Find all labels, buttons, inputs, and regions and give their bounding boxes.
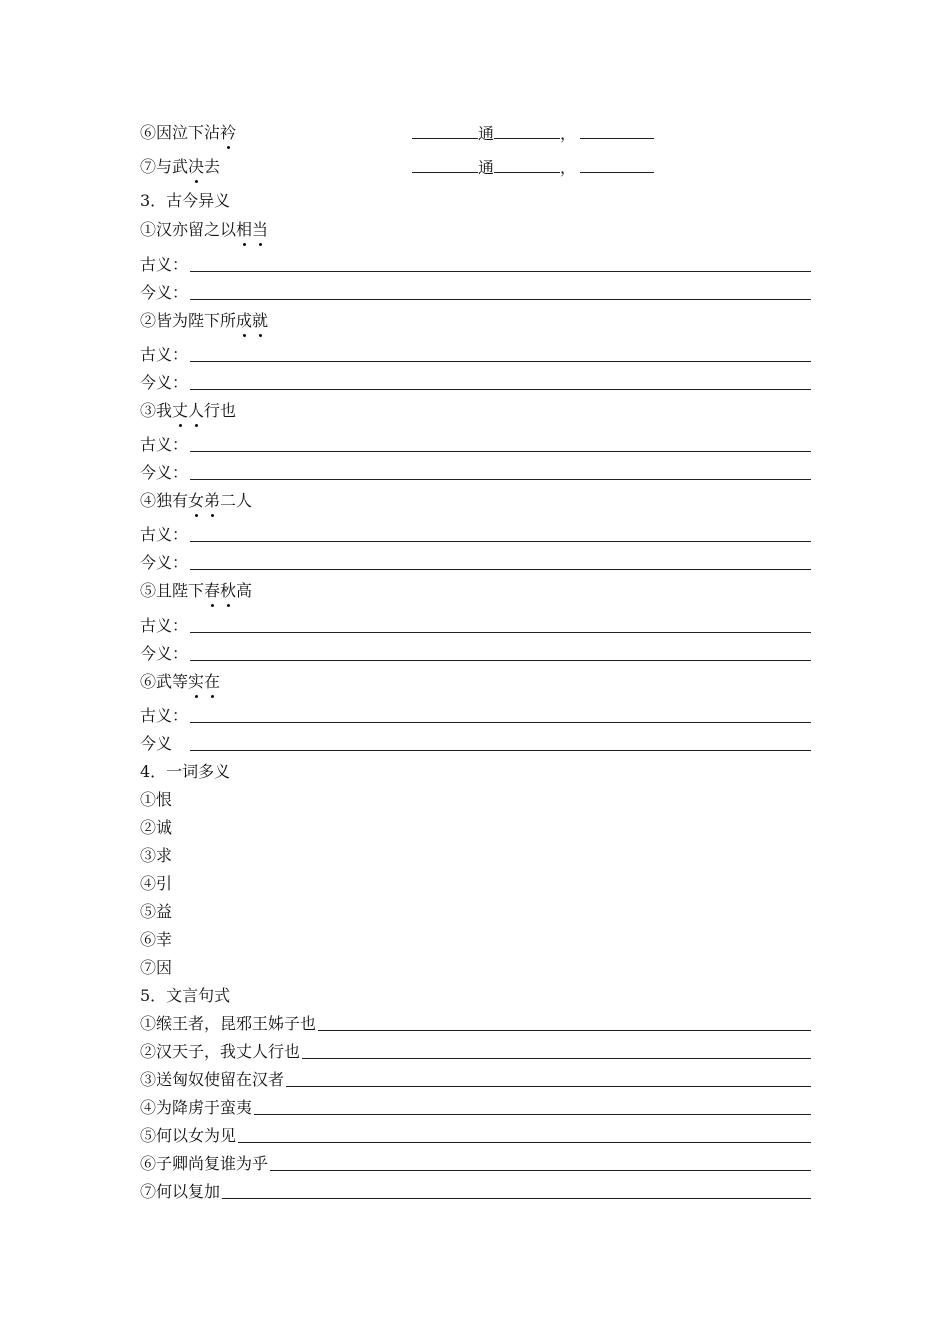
answer-blank[interactable]	[580, 123, 654, 139]
dotted-word	[204, 581, 236, 600]
answer-line[interactable]	[190, 632, 811, 633]
dotted-char: 当	[252, 220, 269, 239]
duoyi-item: ⑦因	[140, 958, 173, 977]
wenyan-item: ①缑王者，昆邪王姊子也	[140, 1014, 811, 1034]
dotted-char: 女	[188, 491, 205, 510]
duoyi-item: ②诚	[140, 818, 173, 837]
gujin-item-5: ⑤且陛下春秋高	[140, 581, 253, 600]
answer-line[interactable]	[190, 479, 811, 480]
jin-meaning-row-1: 今义：	[140, 283, 811, 303]
dotted-word	[236, 220, 268, 239]
answer-line[interactable]	[190, 750, 811, 751]
tongjia-item-7: ⑦与武决去	[140, 157, 221, 176]
dotted-word	[188, 672, 220, 691]
gu-meaning-row-4: 古义：	[140, 525, 811, 545]
dotted-word	[236, 311, 268, 330]
gu-meaning-row-5: 古义：	[140, 616, 811, 636]
gu-meaning-row-2: 古义：	[140, 345, 811, 365]
dotted-word	[188, 491, 220, 510]
answer-blank[interactable]	[494, 123, 560, 139]
answer-line[interactable]	[190, 451, 811, 452]
wenyan-item: ⑥子卿尚复谁为乎	[140, 1154, 811, 1174]
answer-blank[interactable]	[412, 157, 478, 173]
jin-meaning-row-6: 今义	[140, 734, 811, 754]
answer-line[interactable]	[190, 722, 811, 723]
tongjia-item-6	[140, 123, 236, 143]
section-heading-yiciduoyi: 4．一词多义	[140, 762, 231, 781]
gu-meaning-row-6: 古义：	[140, 706, 811, 726]
gujin-item-3: ③我丈人行也	[140, 401, 237, 420]
jin-meaning-row-3: 今义：	[140, 463, 811, 483]
answer-line[interactable]	[190, 569, 811, 570]
dotted-char: 就	[252, 311, 269, 330]
tong-label: 通	[478, 158, 495, 177]
answer-line[interactable]	[302, 1058, 811, 1059]
dotted-char: 人	[188, 401, 205, 420]
wenyan-item: ⑦何以复加	[140, 1182, 811, 1202]
answer-line[interactable]	[190, 361, 811, 362]
answer-line[interactable]	[318, 1030, 811, 1031]
dotted-char: 春	[204, 581, 221, 600]
answer-line[interactable]	[254, 1114, 811, 1115]
dotted-char: 相	[236, 220, 253, 239]
tongjia-answer-7: 通 ，	[412, 157, 654, 177]
dotted-word	[172, 401, 204, 420]
gujin-item-2: ②皆为陛下所成就	[140, 311, 269, 330]
duoyi-item: ①恨	[140, 790, 173, 809]
answer-line[interactable]	[190, 660, 811, 661]
gujin-item-1: ①汉亦留之以相当	[140, 220, 269, 239]
jin-meaning-row-5: 今义：	[140, 644, 811, 664]
gu-meaning-row-1: 古义：	[140, 255, 811, 275]
gu-meaning-row-3: 古义：	[140, 435, 811, 455]
dotted-char: 成	[236, 311, 253, 330]
tong-label: 通	[478, 124, 495, 143]
duoyi-item: ⑤益	[140, 902, 173, 921]
duoyi-item: ③求	[140, 846, 173, 865]
gujin-item-4: ④独有女弟二人	[140, 491, 253, 510]
tongjia-answer-6: 通 ，	[412, 123, 654, 143]
tongjia-text: ⑥因泣下沾	[140, 123, 221, 142]
wenyan-item: ②汉天子，我丈人行也	[140, 1042, 811, 1062]
answer-blank[interactable]	[412, 123, 478, 139]
answer-line[interactable]	[190, 389, 811, 390]
jin-meaning-row-2: 今义：	[140, 373, 811, 393]
dotted-char: 在	[204, 672, 221, 691]
dotted-char: 丈	[172, 401, 189, 420]
wenyan-item: ③送匈奴使留在汉者	[140, 1070, 811, 1090]
answer-line[interactable]	[190, 541, 811, 542]
answer-line[interactable]	[190, 299, 811, 300]
duoyi-item: ⑥幸	[140, 930, 173, 949]
answer-blank[interactable]	[580, 157, 654, 173]
dotted-char: 衿	[220, 123, 237, 142]
wenyan-item: ⑤何以女为见	[140, 1126, 811, 1146]
gujin-item-6: ⑥武等实在	[140, 672, 221, 691]
dotted-char: 决	[188, 157, 205, 176]
section-heading-gujin: 3．古今异义	[140, 191, 231, 210]
duoyi-item: ④引	[140, 874, 173, 893]
dotted-char: 秋	[220, 581, 237, 600]
dotted-char: 弟	[204, 491, 221, 510]
answer-blank[interactable]	[494, 157, 560, 173]
answer-line[interactable]	[270, 1170, 811, 1171]
wenyan-item: ④为降虏于蛮夷	[140, 1098, 811, 1118]
answer-line[interactable]	[286, 1086, 811, 1087]
jin-meaning-row-4: 今义：	[140, 553, 811, 573]
dotted-char: 实	[188, 672, 205, 691]
section-heading-wenyan: 5．文言句式	[140, 986, 231, 1005]
tongjia-text: ⑦与武	[140, 157, 189, 176]
answer-line[interactable]	[190, 271, 811, 272]
answer-line[interactable]	[238, 1142, 811, 1143]
answer-line[interactable]	[222, 1198, 811, 1199]
